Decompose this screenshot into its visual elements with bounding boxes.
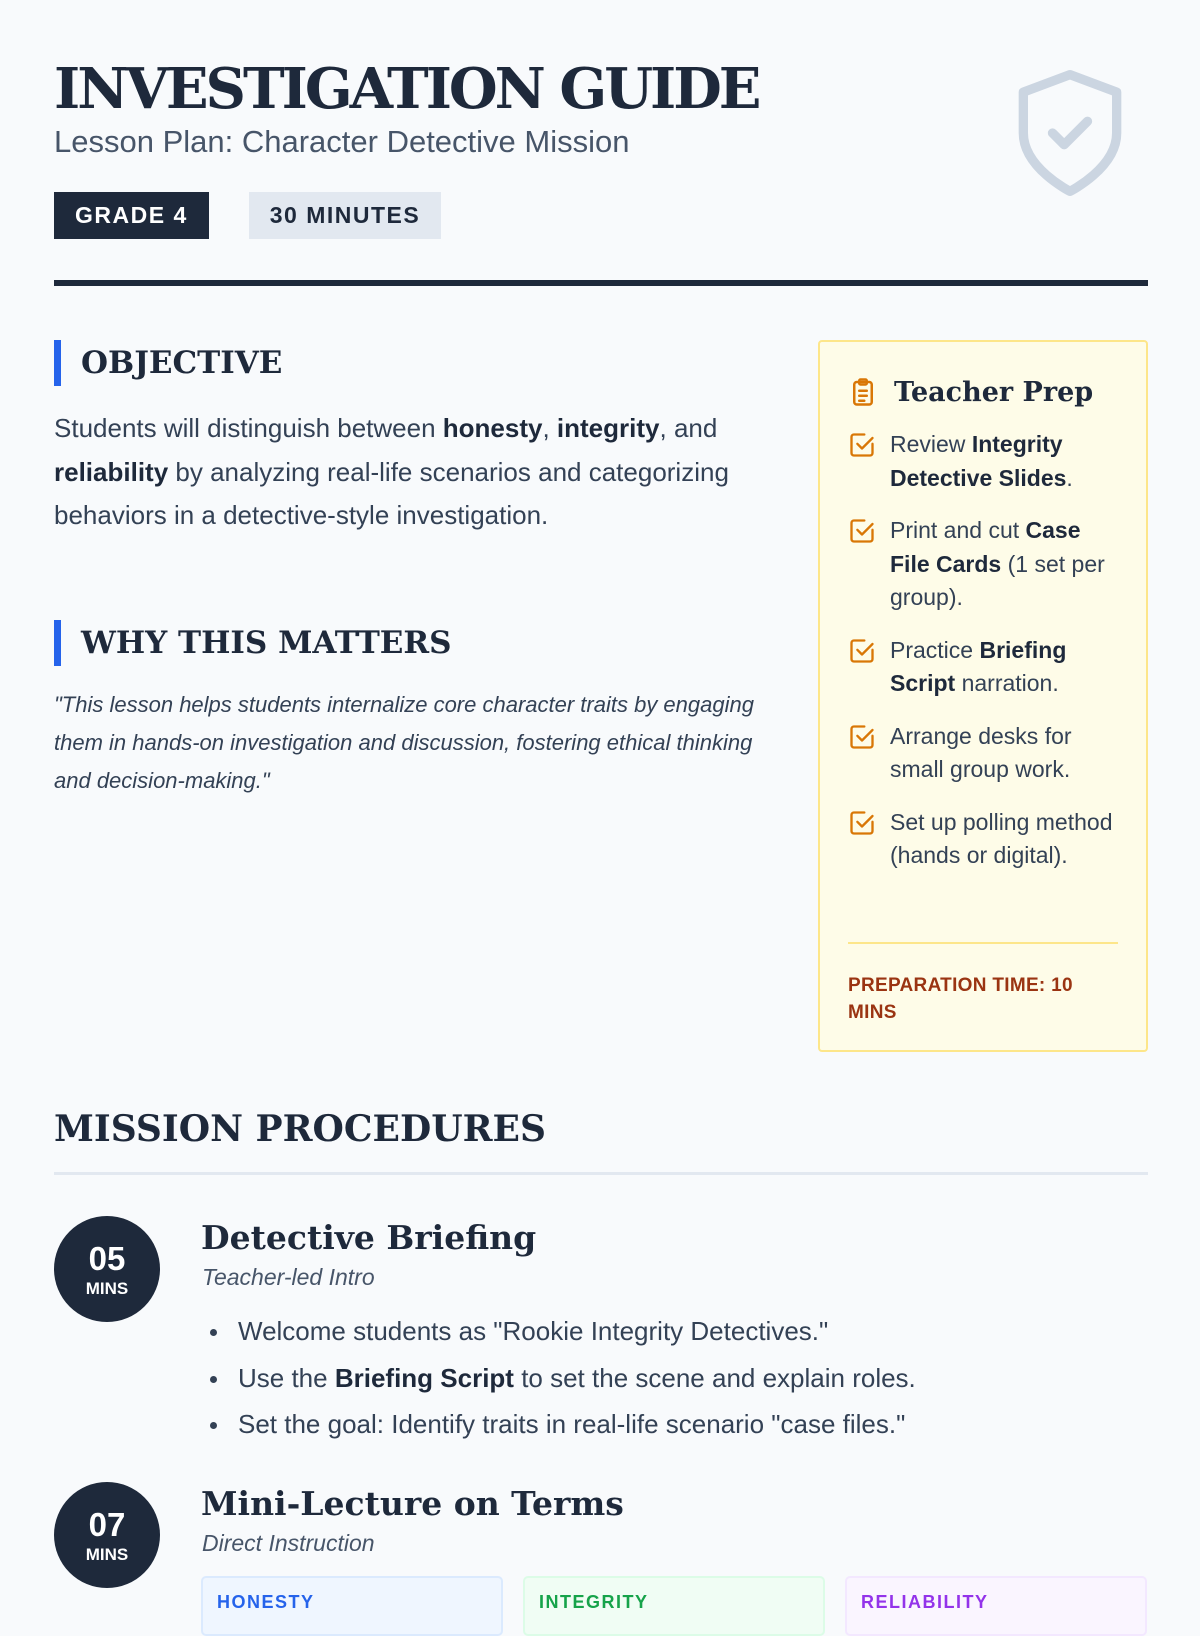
header-divider xyxy=(54,280,1148,286)
why-quote: "This lesson helps students internalize core character traits by engaging them in hands-on investigation and discussion, fostering ethical thinking and decision-making." xyxy=(54,692,754,793)
step-title: Mini-Lecture on Terms xyxy=(201,1484,624,1523)
duration-unit: MINS xyxy=(85,1545,129,1564)
procedure-step xyxy=(54,1216,1148,1446)
term-integrity: integrity xyxy=(556,413,660,443)
prep-item: Review Integrity Detective Slides. xyxy=(848,428,1118,495)
step-subtitle: Teacher-led Intro xyxy=(202,1264,375,1290)
checkbox-check-icon xyxy=(848,809,876,837)
term-card-label: INTEGRITY xyxy=(539,1592,649,1612)
page-header xyxy=(54,58,1148,239)
step-bullets xyxy=(204,1308,916,1448)
tag-row xyxy=(54,192,1148,239)
term-honesty: honesty xyxy=(442,413,543,443)
list-item: Set the goal: Identify traits in real-life scenario "case files." xyxy=(204,1401,916,1448)
term-card-integrity xyxy=(523,1576,825,1636)
duration-badge xyxy=(54,1482,160,1588)
procedures-heading: MISSION PROCEDURES xyxy=(54,1108,546,1150)
duration-unit: MINS xyxy=(85,1279,129,1298)
list-item: Use the Briefing Script to set the scene and explain roles. xyxy=(204,1355,916,1402)
duration-number: 05 xyxy=(88,1240,126,1277)
duration-number: 07 xyxy=(88,1506,126,1543)
objective-heading: OBJECTIVE xyxy=(54,340,282,386)
clipboard-list-icon xyxy=(848,377,878,407)
page-subtitle: Lesson Plan: Character Detective Mission xyxy=(54,124,630,159)
duration-tag: 30 MINUTES xyxy=(249,192,441,239)
teacher-prep-box xyxy=(818,340,1148,1052)
list-item: Welcome students as "Rookie Integrity Detectives." xyxy=(204,1308,916,1355)
prep-divider xyxy=(848,942,1118,944)
why-heading: WHY THIS MATTERS xyxy=(54,620,452,666)
prep-checklist xyxy=(848,428,1118,873)
term-cards xyxy=(201,1576,1147,1636)
procedures-divider xyxy=(54,1172,1148,1175)
grade-tag: GRADE 4 xyxy=(54,192,209,239)
objective-text: Students will distinguish between honesty, integrity, and reliability by analyzing real-life scenarios and categorizing behaviors in a detective-style investigation. xyxy=(54,413,729,530)
prep-item: Practice Briefing Script narration. xyxy=(848,634,1118,701)
term-card-label: HONESTY xyxy=(217,1592,315,1612)
prep-item: Arrange desks for small group work. xyxy=(848,720,1118,787)
checkbox-check-icon xyxy=(848,431,876,459)
term-reliability: reliability xyxy=(54,456,169,487)
checkbox-check-icon xyxy=(848,723,876,751)
shield-check-icon xyxy=(1000,58,1140,208)
prep-time: PREPARATION TIME: 10 MINS xyxy=(848,975,1073,1023)
step-title: Detective Briefing xyxy=(201,1218,537,1257)
page-title: INVESTIGATION GUIDE xyxy=(54,56,759,122)
teacher-prep-header xyxy=(848,370,1118,414)
term-card-label: RELIABILITY xyxy=(861,1592,989,1612)
prep-item: Set up polling method (hands or digital). xyxy=(848,806,1118,873)
term-card-reliability xyxy=(845,1576,1147,1636)
term-card-honesty xyxy=(201,1576,503,1636)
prep-item: Print and cut Case File Cards (1 set per group). xyxy=(848,514,1118,615)
duration-badge xyxy=(54,1216,160,1322)
procedure-step xyxy=(54,1482,1148,1612)
checkbox-check-icon xyxy=(848,517,876,545)
teacher-prep-title: Teacher Prep xyxy=(894,376,1094,408)
checkbox-check-icon xyxy=(848,637,876,665)
step-subtitle: Direct Instruction xyxy=(202,1530,375,1556)
